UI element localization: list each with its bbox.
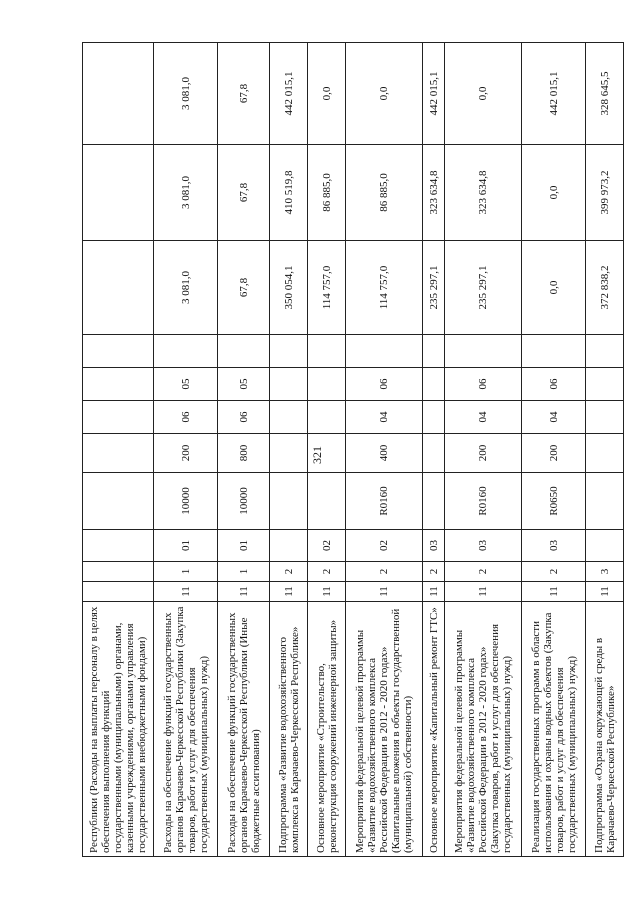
code-cell: 05 (218, 368, 270, 401)
code-cell: 2 (346, 562, 423, 582)
code-cell: 03 (522, 530, 586, 562)
code-cell (270, 368, 308, 401)
row-name: Расходы на обеспечение функций государственных органов Карачаево-Черкесской Республики (Иные бюджетные ассигнования) (218, 602, 270, 857)
table-row (270, 43, 308, 857)
code-cell (83, 434, 154, 473)
code-cell: 10000 (154, 473, 218, 530)
code-cell: 04 (522, 401, 586, 434)
code-cell (270, 473, 308, 530)
code-cell: 200 (445, 434, 522, 473)
code-cell (270, 530, 308, 562)
code-cell: 11 (154, 582, 218, 602)
row-name: Основное мероприятие «Строительство, реконструкция сооружений инженерной защиты» (308, 602, 346, 857)
amount-cell: 0,0 (522, 241, 586, 335)
row-name: Реализация государственных программ в области использования и охраны водных объектов (Закупка товаров, работ и услуг для обеспечения государственных (муниципальных) нужд) (522, 602, 586, 857)
code-cell: 01 (154, 530, 218, 562)
code-cell: 2 (445, 562, 522, 582)
amount-cell: 67,8 (218, 145, 270, 241)
amount-cell: 328 645,5 (586, 43, 624, 145)
code-cell: 400 (346, 434, 423, 473)
code-cell (586, 530, 624, 562)
table-row (154, 43, 218, 857)
code-cell: 2 (270, 562, 308, 582)
code-cell (270, 434, 308, 473)
code-cell (586, 434, 624, 473)
code-cell (445, 335, 522, 368)
row-name: Подпрограмма «Охрана окружающей среды в Карачаево-Черкесской Республике» (586, 602, 624, 857)
code-cell (423, 434, 445, 473)
row-name: Основное мероприятие «Капитальный ремонт ГТС» (423, 602, 445, 857)
amount-cell: 323 634,8 (445, 145, 522, 241)
amount-cell: 399 973,2 (586, 145, 624, 241)
code-cell: R0650 (522, 473, 586, 530)
table-row (586, 43, 624, 857)
code-cell: 2 (423, 562, 445, 582)
amount-cell: 0,0 (445, 43, 522, 145)
code-cell: 06 (218, 401, 270, 434)
code-cell (308, 434, 346, 473)
table-row (522, 43, 586, 857)
code-cell (308, 368, 346, 401)
code-cell: 05 (154, 368, 218, 401)
code-cell (83, 582, 154, 602)
table-row (308, 43, 346, 857)
code-cell: R0160 (346, 473, 423, 530)
amount-cell: 86 885,0 (346, 145, 423, 241)
amount-cell (83, 145, 154, 241)
code-cell: 06 (445, 368, 522, 401)
code-cell (586, 335, 624, 368)
code-cell: 11 (308, 582, 346, 602)
amount-cell: 114 757,0 (308, 241, 346, 335)
code-cell: 02 (346, 530, 423, 562)
table-row (445, 43, 522, 857)
code-cell: 06 (154, 401, 218, 434)
amount-cell (83, 241, 154, 335)
code-cell (423, 368, 445, 401)
code-cell: 11 (586, 582, 624, 602)
row-name: Расходы на обеспечение функций государственных органов Карачаево-Черкесской Республики (Закупка товаров, работ и услуг для обеспечения государственных (муниципальных) нужд) (154, 602, 218, 857)
code-cell (423, 335, 445, 368)
code-cell: 200 (154, 434, 218, 473)
code-cell: 10000 (218, 473, 270, 530)
code-cell: 06 (522, 368, 586, 401)
amount-cell (83, 43, 154, 145)
table-row (346, 43, 423, 857)
code-cell (586, 368, 624, 401)
code-cell: 03 (423, 530, 445, 562)
code-cell (83, 562, 154, 582)
amount-cell: 442 015,1 (270, 43, 308, 145)
code-cell (522, 335, 586, 368)
code-cell (423, 473, 445, 530)
code-cell (270, 335, 308, 368)
rotated-table-wrapper (82, 43, 617, 857)
code-cell: 04 (445, 401, 522, 434)
code-cell: 04 (346, 401, 423, 434)
table-row (423, 43, 445, 857)
code-cell (308, 335, 346, 368)
code-cell (423, 401, 445, 434)
row-name: Подпрограмма «Развитие водохозяйственного комплекса в Карачаево-Черкесской Республике» (270, 602, 308, 857)
row-name: Мероприятия федеральной целевой программы «Развитие водохозяйственного комплекса Российской Федерации в 2012 - 2020 годах» (Закупка товаров, работ и услуг для обеспечения государственных (муниципальных) нужд) (445, 602, 522, 857)
code-cell (586, 401, 624, 434)
code-cell (83, 401, 154, 434)
code-cell (270, 401, 308, 434)
amount-cell: 0,0 (308, 43, 346, 145)
code-cell: 11 (218, 582, 270, 602)
code-cell (308, 401, 346, 434)
code-cell: 01 (218, 530, 270, 562)
amount-cell: 3 081,0 (154, 43, 218, 145)
code-cell: 2 (522, 562, 586, 582)
budget-table (82, 42, 624, 857)
code-cell (346, 335, 423, 368)
code-cell (83, 335, 154, 368)
code-cell: 3 (586, 562, 624, 582)
code-cell: 11 (346, 582, 423, 602)
code-cell (586, 473, 624, 530)
code-cell (218, 335, 270, 368)
amount-cell: 442 015,1 (423, 43, 445, 145)
code-cell: 11 (445, 582, 522, 602)
code-cell: R0160 (445, 473, 522, 530)
amount-cell: 0,0 (522, 145, 586, 241)
code-cell: 03 (445, 530, 522, 562)
code-cell: 06 (346, 368, 423, 401)
code-cell: 11 (423, 582, 445, 602)
amount-cell: 86 885,0 (308, 145, 346, 241)
code-cell: 2 (308, 562, 346, 582)
table-viewport (82, 43, 617, 857)
code-cell (83, 530, 154, 562)
amount-cell: 3 081,0 (154, 241, 218, 335)
amount-cell: 0,0 (346, 43, 423, 145)
table-row (83, 43, 154, 857)
amount-cell: 235 297,1 (423, 241, 445, 335)
amount-cell: 410 519,8 (270, 145, 308, 241)
code-cell: 200 (522, 434, 586, 473)
code-cell: 1 (218, 562, 270, 582)
amount-cell: 67,8 (218, 43, 270, 145)
code-cell: 800 (218, 434, 270, 473)
amount-cell: 350 054,1 (270, 241, 308, 335)
code-cell (308, 473, 346, 530)
code-cell: 11 (270, 582, 308, 602)
amount-cell: 235 297,1 (445, 241, 522, 335)
amount-cell: 442 015,1 (522, 43, 586, 145)
table-row (218, 43, 270, 857)
amount-cell: 323 634,8 (423, 145, 445, 241)
code-cell: 1 (154, 562, 218, 582)
row-name: Мероприятия федеральной целевой программы «Развитие водохозяйственного комплекса Российской Федерации в 2012 - 2020 годах» (Капитальные вложения в объекты государственной (муниципальной) собственности) (346, 602, 423, 857)
code-cell: 11 (522, 582, 586, 602)
code-cell (83, 473, 154, 530)
code-cell (154, 335, 218, 368)
row-name: Республики (Расходы на выплаты персоналу в целях обеспечения выполнения функций государственными (муниципальными) органами, казенными учреждениями, органами управления государственными внебюджетными фондами) (83, 602, 154, 857)
amount-cell: 372 838,2 (586, 241, 624, 335)
code-cell (83, 368, 154, 401)
page-number: 321 (310, 446, 324, 464)
amount-cell: 67,8 (218, 241, 270, 335)
amount-cell: 3 081,0 (154, 145, 218, 241)
code-cell: 02 (308, 530, 346, 562)
amount-cell: 114 757,0 (346, 241, 423, 335)
